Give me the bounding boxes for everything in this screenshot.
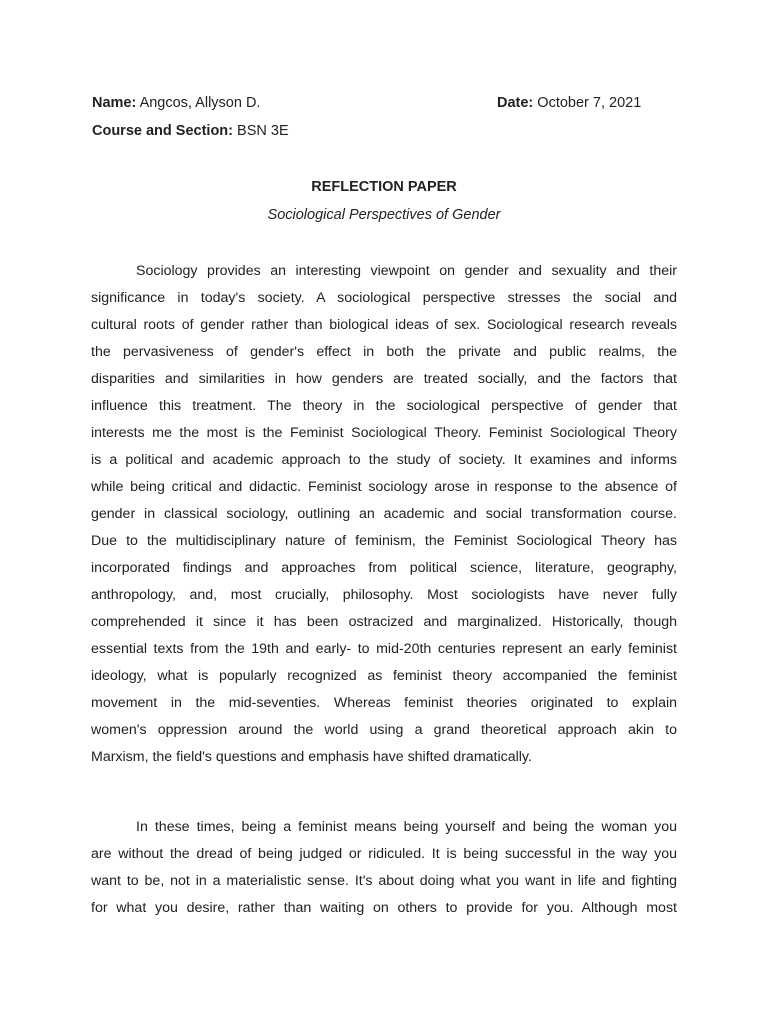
paragraph-line: Marxism, the field's questions and emphasis have shifted dramatically. xyxy=(91,749,532,765)
paragraph-line: essential texts from the 19th and early- to mid-20th centuries represent an early feminist xyxy=(91,641,677,657)
paragraph-line: ideology, what is popularly recognized as feminist theory accompanied the feminist xyxy=(91,668,677,684)
paragraph-line: disparities and similarities in how genders are treated socially, and the factors that xyxy=(91,371,677,387)
paragraph-line: significance in today's society. A sociological perspective stresses the social and xyxy=(91,290,677,306)
paragraph-line: Sociology provides an interesting viewpoint on gender and sexuality and their xyxy=(136,263,677,279)
paragraph-2 xyxy=(91,814,677,922)
paragraph-line: gender in classical sociology, outlining an academic and social transformation course. xyxy=(91,506,677,522)
paragraph-line: anthropology, and, most crucially, philosophy. Most sociologists have never fully xyxy=(91,587,677,603)
paragraph-line: is a political and academic approach to the study of society. It examines and informs xyxy=(91,452,677,468)
paragraph-line: cultural roots of gender rather than biological ideas of sex. Sociological research reveals xyxy=(91,317,677,333)
paragraph-line: are without the dread of being judged or ridiculed. It is being successful in the way you xyxy=(91,846,677,862)
name-label: Name: xyxy=(92,95,137,111)
paragraph-line: comprehended it since it has been ostracized and marginalized. Historically, though xyxy=(91,614,677,630)
paragraph-line: want to be, not in a materialistic sense. It's about doing what you want in life and fighting xyxy=(91,873,677,889)
document-subtitle: Sociological Perspectives of Gender xyxy=(267,207,501,223)
paragraph-line: influence this treatment. The theory in the sociological perspective of gender that xyxy=(91,398,677,414)
course-row xyxy=(92,121,289,141)
course-value: BSN 3E xyxy=(237,123,289,139)
paragraph-line: the pervasiveness of gender's effect in both the private and public realms, the xyxy=(91,344,677,360)
paragraph-line: women's oppression around the world using a grand theoretical approach akin to xyxy=(91,722,677,738)
date-value: October 7, 2021 xyxy=(537,95,642,111)
paragraph-line: incorporated findings and approaches from political science, literature, geography, xyxy=(91,560,677,576)
paragraph-line: In these times, being a feminist means being yourself and being the woman you xyxy=(136,819,677,835)
paragraph-line: for what you desire, rather than waiting on others to provide for you. Although most xyxy=(91,900,677,916)
name-value: Angcos, Allyson D. xyxy=(139,95,261,111)
paragraph-line: movement in the mid-seventies. Whereas feminist theories originated to explain xyxy=(91,695,677,711)
name-row xyxy=(92,93,260,113)
course-label: Course and Section: xyxy=(92,123,233,139)
date-label: Date: xyxy=(497,95,534,111)
paragraph-line: interests me the most is the Feminist Sociological Theory. Feminist Sociological Theory xyxy=(91,425,677,441)
date-row xyxy=(497,93,641,113)
paragraph-line: while being critical and didactic. Feminist sociology arose in response to the absence of xyxy=(91,479,677,495)
document-title: REFLECTION PAPER xyxy=(311,179,457,195)
paragraph-1 xyxy=(91,258,677,771)
paragraph-line: Due to the multidisciplinary nature of feminism, the Feminist Sociological Theory has xyxy=(91,533,677,549)
